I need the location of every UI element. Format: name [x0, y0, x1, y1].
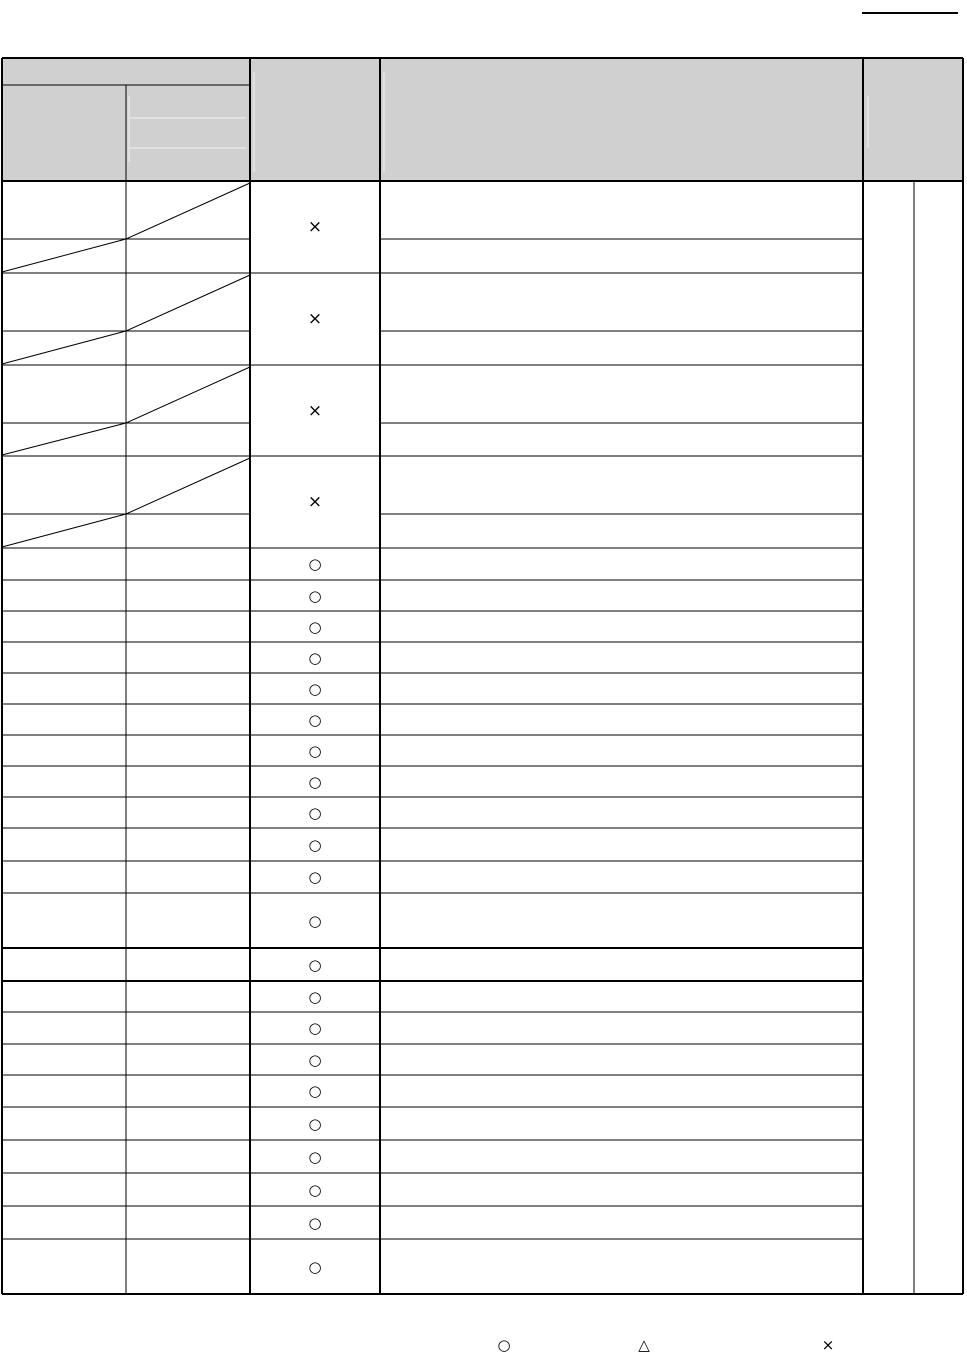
circle-mark: ○ [308, 912, 322, 930]
circle-mark: ○ [308, 680, 322, 698]
circle-mark: ○ [308, 1051, 322, 1069]
diagonal-line [2, 514, 126, 547]
cross-mark: × [307, 217, 323, 237]
diagonal-line [2, 239, 126, 272]
circle-mark: ○ [308, 1115, 322, 1133]
circle-mark: ○ [308, 1258, 322, 1276]
circle-mark: ○ [308, 988, 322, 1006]
header-background [2, 58, 963, 181]
diagonal-line [126, 458, 250, 514]
legend-symbol-triangle: △ [638, 1336, 650, 1354]
legend-symbol-cross: × [821, 1336, 835, 1354]
circle-mark: ○ [308, 742, 322, 760]
circle-mark: ○ [308, 1148, 322, 1166]
cross-mark: × [307, 401, 323, 421]
circle-mark: ○ [308, 956, 322, 974]
circle-mark: ○ [308, 804, 322, 822]
circle-mark: ○ [308, 1181, 322, 1199]
circle-mark: ○ [308, 1082, 322, 1100]
circle-mark: ○ [308, 555, 322, 573]
diagonal-line [2, 423, 126, 455]
legend-symbol-circle: ○ [497, 1336, 511, 1354]
cross-mark: × [307, 309, 323, 329]
circle-mark: ○ [308, 649, 322, 667]
circle-mark: ○ [308, 1214, 322, 1232]
circle-mark: ○ [308, 587, 322, 605]
diagonal-line [2, 331, 126, 364]
circle-mark: ○ [308, 711, 322, 729]
circle-mark: ○ [308, 773, 322, 791]
diagonal-line [126, 367, 250, 423]
circle-mark: ○ [308, 836, 322, 854]
circle-mark: ○ [308, 618, 322, 636]
diagonal-line [126, 183, 250, 239]
cross-mark: × [307, 492, 323, 512]
diagonal-line [126, 275, 250, 331]
circle-mark: ○ [308, 868, 322, 886]
circle-mark: ○ [308, 1019, 322, 1037]
